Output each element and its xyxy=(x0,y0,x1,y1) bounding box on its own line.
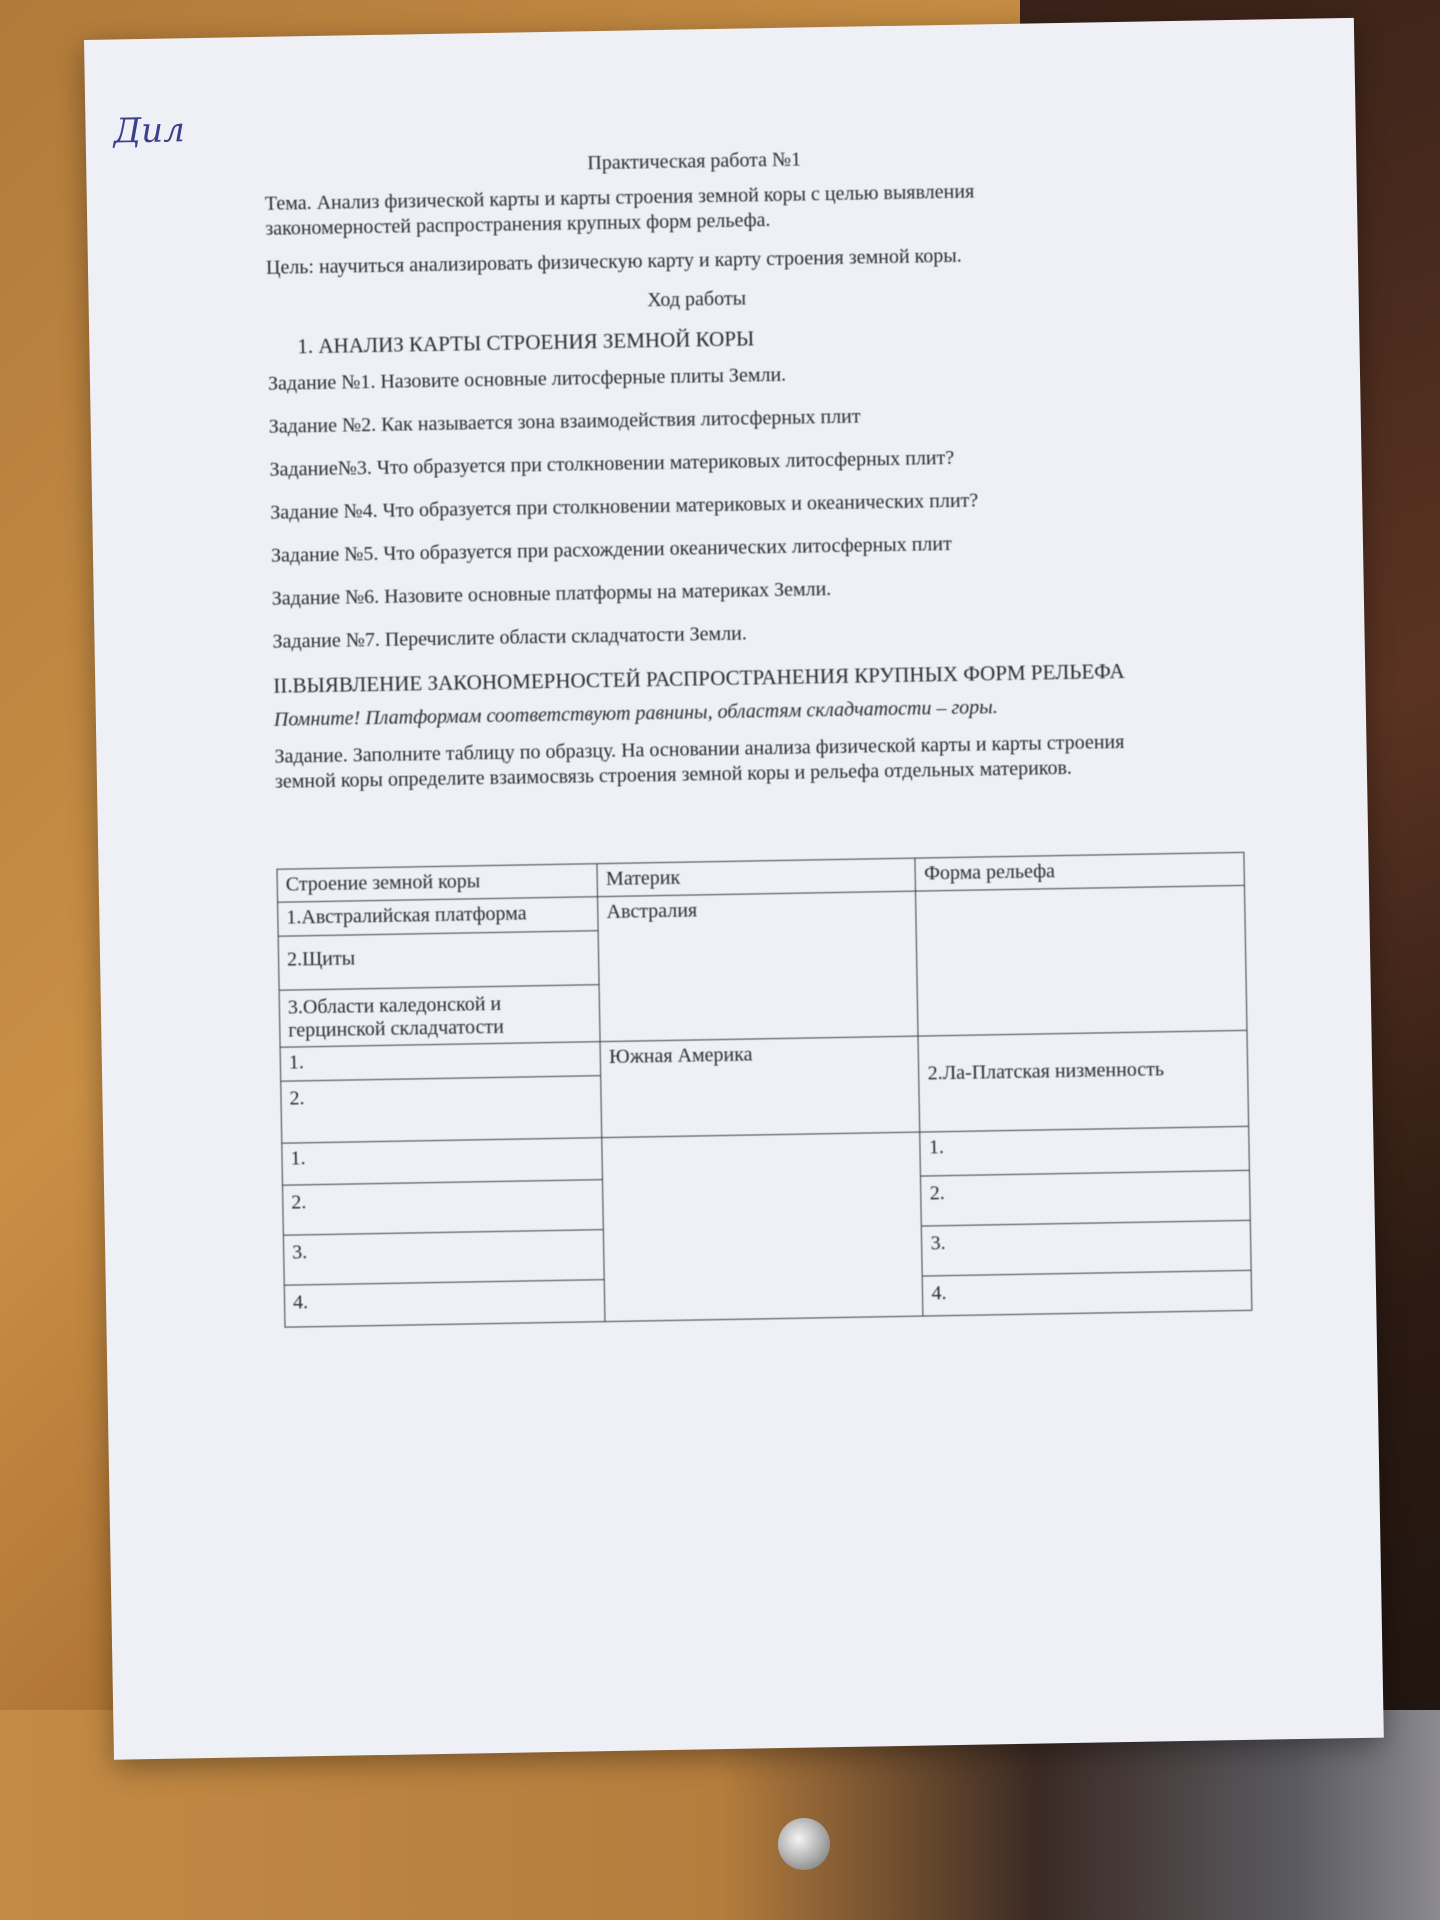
task-item: Задание №5. Что образуется при расхождении океанических литосферных плит xyxy=(270,533,952,568)
structure-item: 1. xyxy=(288,1051,305,1074)
australia-structure-cell xyxy=(278,897,601,1048)
south-america-continent-cell: Южная Америка xyxy=(600,1036,920,1138)
handwritten-mark: Дил xyxy=(113,110,186,152)
relief-item: 2.Ла-Платская низменность xyxy=(927,1058,1165,1085)
south-america-structure-cell xyxy=(280,1042,602,1144)
task-item: Задание №1. Назовите основные литосферные плиты Земли. xyxy=(267,364,787,396)
relief-item: 1. xyxy=(928,1136,945,1159)
task-item: Задание №4. Что образуется при столкновении материковых и океанических плит? xyxy=(270,489,979,525)
third-continent-cell xyxy=(602,1132,923,1322)
worksheet-topic: Тема. Анализ физической карты и карты строения земной коры с целью выявления закономерностей распространения крупных форм рельефа. xyxy=(264,180,975,240)
australia-continent-cell: Австралия xyxy=(598,891,919,1042)
task-item: Задание №7. Перечислите области складчатости Земли. xyxy=(272,622,748,654)
section2-heading: II.ВЫЯВЛЕНИЕ ЗАКОНОМЕРНОСТЕЙ РАСПРОСТРАНЕНИЯ КРУПНЫХ ФОРМ РЕЛЬЕФА xyxy=(273,659,1125,699)
worksheet-progress-heading: Ход работы xyxy=(647,287,747,312)
third-relief-cell xyxy=(920,1126,1252,1316)
structure-item: 2. xyxy=(281,1075,601,1139)
structure-item: 2.Щиты xyxy=(279,930,599,984)
table-header-structure: Строение земной коры xyxy=(277,864,598,903)
structure-item: 3.Области каледонской и герцинской складчатости xyxy=(280,984,600,1043)
structure-item: 4. xyxy=(285,1279,605,1323)
australia-relief-cell xyxy=(916,885,1247,1036)
worksheet-goal: Цель: научиться анализировать физическую карту и карту строения земной коры. xyxy=(265,244,962,279)
table-header-continent: Материк xyxy=(597,858,916,897)
worksheet-title: Практическая работа №1 xyxy=(587,148,802,175)
relief-item: 2. xyxy=(921,1170,1249,1220)
section2-task: Задание. Заполните таблицу по образцу. На основании анализа физической карты и карты строения земной коры определите взаимосвязь строения земной коры и рельефа отдельных материков. xyxy=(274,730,1125,793)
relief-table xyxy=(276,852,1252,1328)
table-row-south-america xyxy=(280,1030,1249,1143)
section1-heading: 1. АНАЛИЗ КАРТЫ СТРОЕНИЯ ЗЕМНОЙ КОРЫ xyxy=(297,326,755,359)
section2-note: Помните! Платформам соответствуют равнины, областям складчатости – горы. xyxy=(273,695,998,731)
structure-item: 1.Австралийская платформа xyxy=(286,902,527,929)
task-item: Задание №2. Как называется зона взаимодействия литосферных плит xyxy=(268,405,861,439)
desk-bolt xyxy=(778,1818,830,1870)
worksheet-content xyxy=(264,142,1135,808)
third-structure-cell xyxy=(282,1138,605,1328)
table-row-third xyxy=(282,1126,1252,1327)
worksheet-paper xyxy=(84,18,1384,1760)
task-item: Задание №6. Назовите основные платформы на материках Земли. xyxy=(271,578,832,611)
south-america-relief-cell xyxy=(918,1030,1248,1132)
structure-item: 1. xyxy=(290,1147,306,1170)
table-header-relief: Форма рельефа xyxy=(915,852,1244,891)
table-row-australia xyxy=(278,885,1247,1047)
relief-item: 4. xyxy=(923,1270,1251,1312)
relief-item: 3. xyxy=(922,1220,1250,1270)
structure-item: 2. xyxy=(283,1179,603,1229)
structure-item: 3. xyxy=(284,1229,604,1279)
task-item: Задание№3. Что образуется при столкновении материковых литосферных плит? xyxy=(269,447,955,482)
